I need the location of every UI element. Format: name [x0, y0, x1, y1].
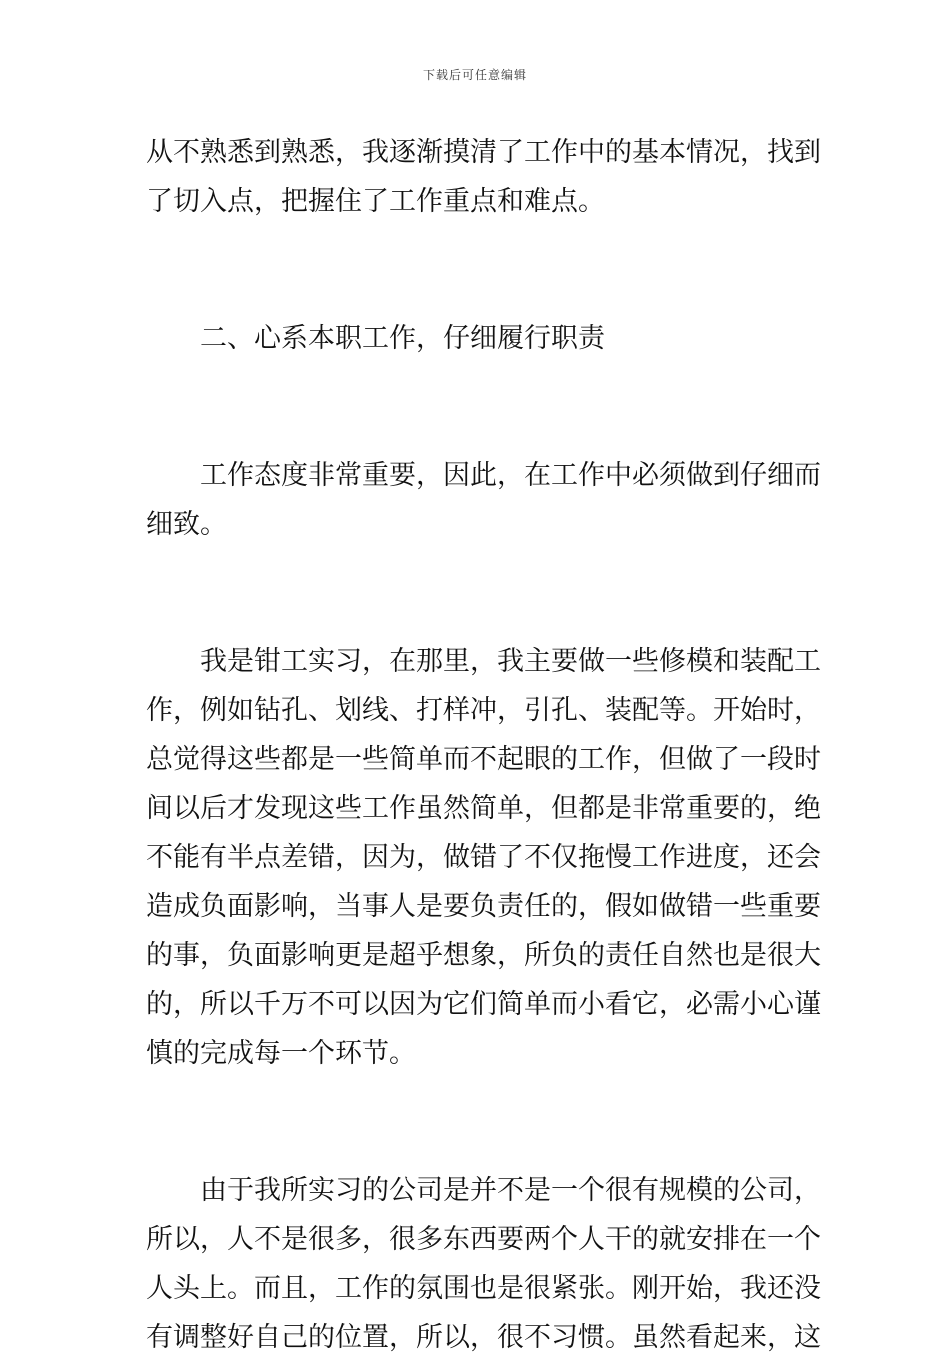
text-line: 由于我所实习的公司是并不是一个很有规模的公司，	[200, 1175, 821, 1206]
text-line: 的，所以千万不可以因为它们简单而小看它，必需小心谨	[146, 989, 821, 1020]
text-line: 工作态度非常重要，因此，在工作中必须做到仔细而	[200, 460, 821, 491]
text-line: 所以，人不是很多，很多东西要两个人干的就安排在一个	[146, 1224, 821, 1255]
paragraph	[146, 637, 821, 1078]
text-line: 间以后才发现这些工作虽然简单，但都是非常重要的，绝	[146, 793, 821, 824]
text-line: 细致。	[146, 509, 227, 540]
document-body	[146, 128, 821, 1362]
text-line: 人头上。而且，工作的氛围也是很紧张。刚开始，我还没	[146, 1273, 821, 1304]
text-line: 了切入点，把握住了工作重点和难点。	[146, 186, 605, 217]
header-note: 下载后可任意编辑	[422, 68, 527, 82]
text-line: 造成负面影响，当事人是要负责任的，假如做错一些重要	[146, 891, 821, 922]
section-heading	[146, 314, 810, 363]
text-line: 有调整好自己的位置，所以，很不习惯。虽然看起来，这	[146, 1322, 821, 1353]
text-line: 作，例如钻孔、划线、打样冲，引孔、装配等。开始时，	[146, 695, 821, 726]
text-line: 的事，负面影响更是超乎想象，所负的责任自然也是很大	[146, 940, 821, 971]
text-line: 二、心系本职工作，仔细履行职责	[200, 323, 605, 354]
text-line: 我是钳工实习，在那里，我主要做一些修模和装配工	[200, 646, 821, 677]
paragraph	[146, 1166, 821, 1362]
paragraph	[146, 451, 821, 549]
paragraph	[146, 128, 821, 226]
text-line: 总觉得这些都是一些简单而不起眼的工作，但做了一段时	[146, 744, 821, 775]
text-line: 慎的完成每一个环节。	[146, 1038, 416, 1069]
text-line: 从不熟悉到熟悉，我逐渐摸清了工作中的基本情况，找到	[146, 137, 821, 168]
text-line: 不能有半点差错，因为，做错了不仅拖慢工作进度，还会	[146, 842, 821, 873]
